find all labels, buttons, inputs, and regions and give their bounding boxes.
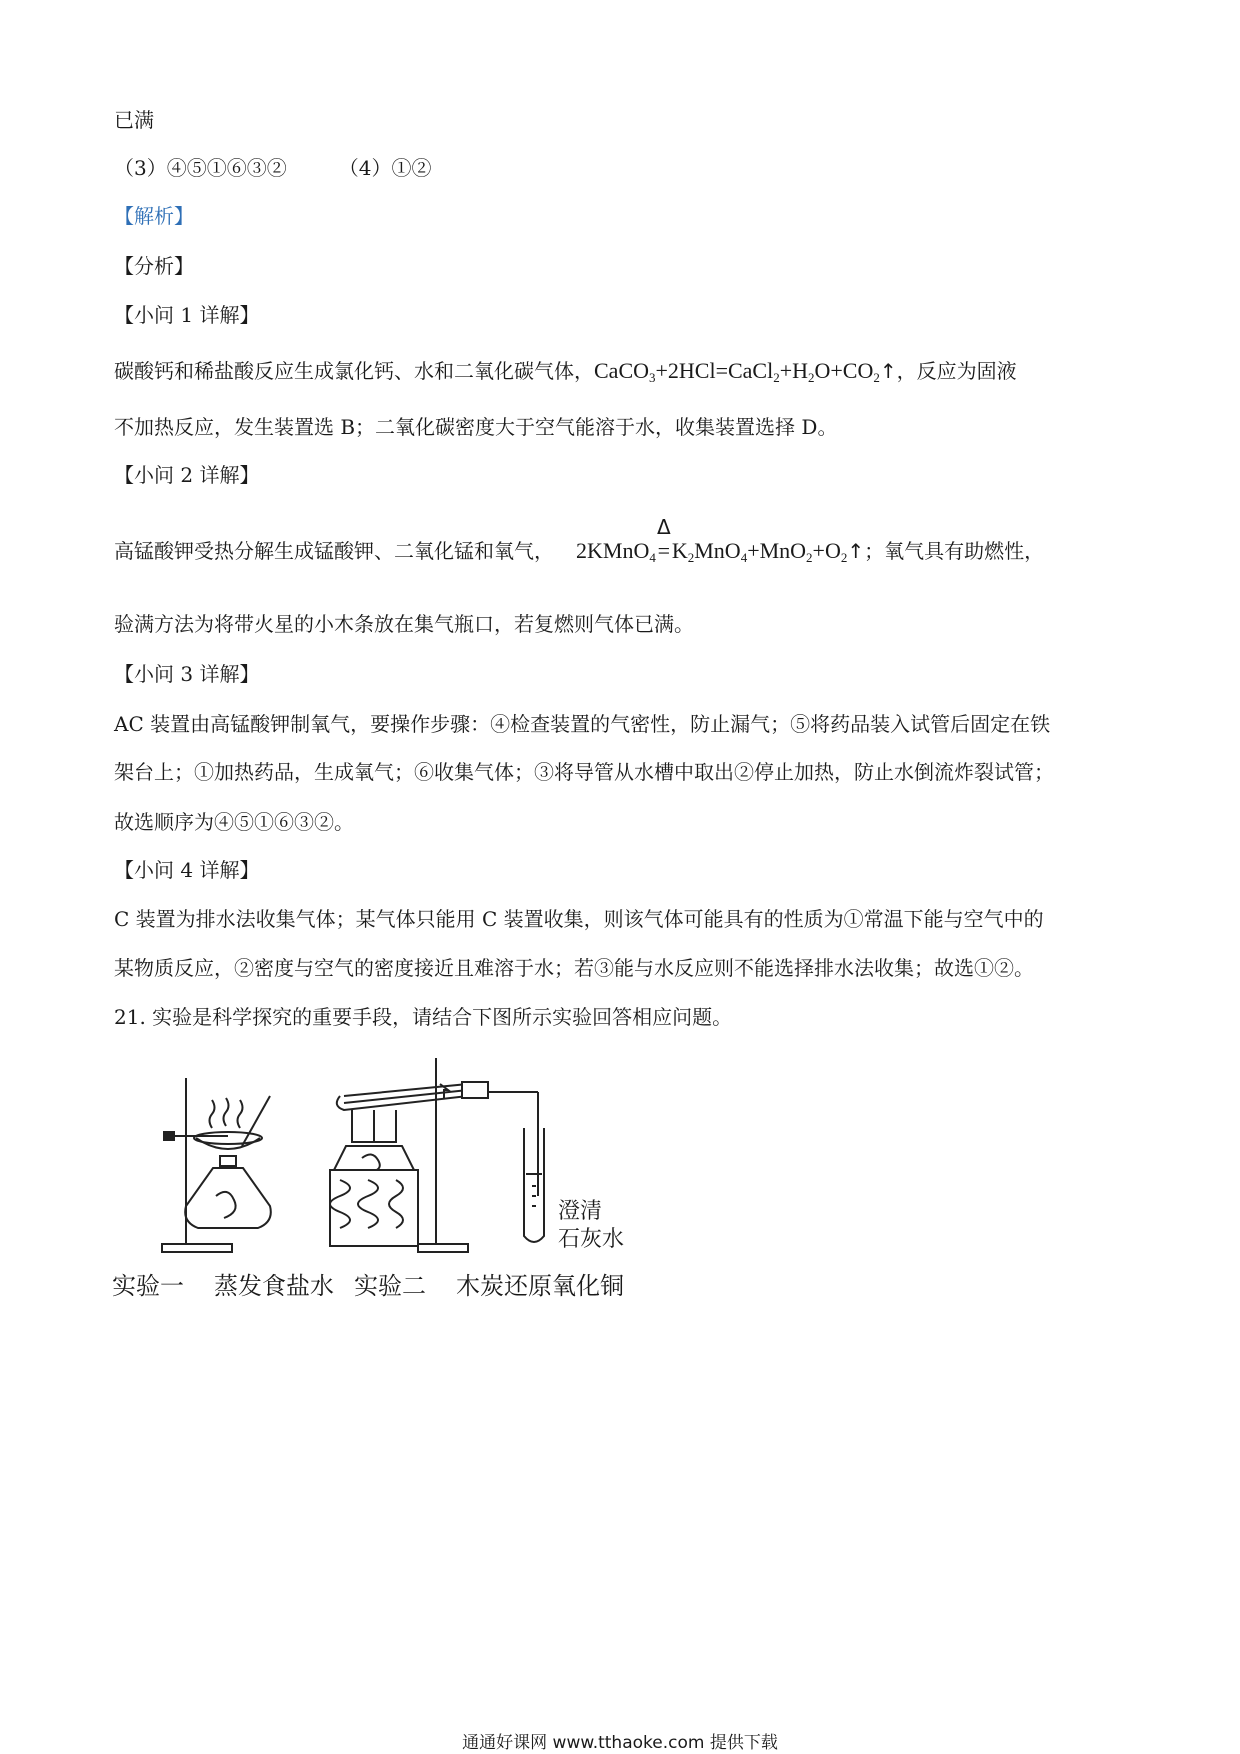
q1-text-a: 碳酸钙和稀盐酸反应生成氯化钙、水和二氧化碳气体， bbox=[114, 359, 594, 383]
q1-heading: 【小问 1 详解】 bbox=[114, 303, 260, 327]
answer-line-2 bbox=[114, 154, 431, 182]
fenxi-heading: 【分析】 bbox=[114, 254, 194, 278]
lime-water-label-2: 石灰水 bbox=[558, 1227, 625, 1252]
q3-text-line-1: AC 装置由高锰酸钾制氧气，要操作步骤：④检查装置的气密性，防止漏气；⑤将药品装入试管后固定在铁 bbox=[114, 712, 1051, 736]
caption-experiment-2-name: 木炭还原氧化铜 bbox=[456, 1272, 624, 1300]
q3-text-line-3: 故选顺序为④⑤①⑥③②。 bbox=[114, 810, 354, 834]
caption-experiment-1-name: 蒸发食盐水 bbox=[214, 1272, 334, 1300]
q1-text-line-1 bbox=[114, 357, 1017, 385]
q4-heading: 【小问 4 详解】 bbox=[114, 858, 260, 882]
answer-line-1: 已满 bbox=[114, 108, 154, 132]
q3-heading: 【小问 3 详解】 bbox=[114, 662, 260, 686]
q4-text-line-2: 某物质反应，②密度与空气的密度接近且难溶于水；若③能与水反应则不能选择排水法收集；故选①②。 bbox=[114, 956, 1034, 980]
q3-text-line-2: 架台上；①加热药品，生成氧气；⑥收集气体；③将导管从水槽中取出②停止加热，防止水倒流炸裂试管； bbox=[114, 760, 1054, 784]
experiment-figure bbox=[112, 1056, 678, 1306]
q2-text-a: 高锰酸钾受热分解生成锰酸钾、二氧化锰和氧气， bbox=[114, 539, 554, 563]
lime-water-label-1: 澄清 bbox=[558, 1199, 603, 1224]
equation-kmno4: 2KMnO$_4$ Δ $=K_2MnO_4+MnO_2+O_2↑$ bbox=[576, 515, 865, 565]
q1-text-b: ，反应为固液 bbox=[896, 359, 1017, 383]
page-footer: 通通好课网 www.tthaoke.com 提供下载 bbox=[462, 1733, 778, 1753]
q2-heading: 【小问 2 详解】 bbox=[114, 463, 260, 487]
q2-text-line-1 bbox=[114, 515, 1045, 565]
answer-3: （3）④⑤①⑥③② bbox=[114, 156, 287, 180]
caption-experiment-2: 实验二 bbox=[354, 1272, 426, 1300]
equation-caco3-hcl: $CaCO_3+2HCl=CaCl_2+H_2O+CO_2↑$ bbox=[594, 358, 897, 385]
jiexi-heading: 【解析】 bbox=[114, 204, 194, 228]
q2-text-b: ；氧气具有助燃性， bbox=[864, 539, 1045, 563]
q2-text-line-2: 验满方法为将带火星的小木条放在集气瓶口，若复燃则气体已满。 bbox=[114, 612, 694, 636]
caption-experiment-1: 实验一 bbox=[112, 1272, 184, 1300]
delta-symbol: Δ bbox=[657, 515, 671, 539]
answer-4: （4）①② bbox=[338, 156, 432, 180]
q1-text-line-2: 不加热反应，发生装置选 B；二氧化碳密度大于空气能溶于水，收集装置选择 D。 bbox=[114, 415, 838, 439]
q4-text-line-1: C 装置为排水法收集气体；某气体只能用 C 装置收集，则该气体可能具有的性质为①常温下能与空气中的 bbox=[114, 907, 1044, 931]
question-21: 21. 实验是科学探究的重要手段，请结合下图所示实验回答相应问题。 bbox=[114, 1005, 733, 1029]
